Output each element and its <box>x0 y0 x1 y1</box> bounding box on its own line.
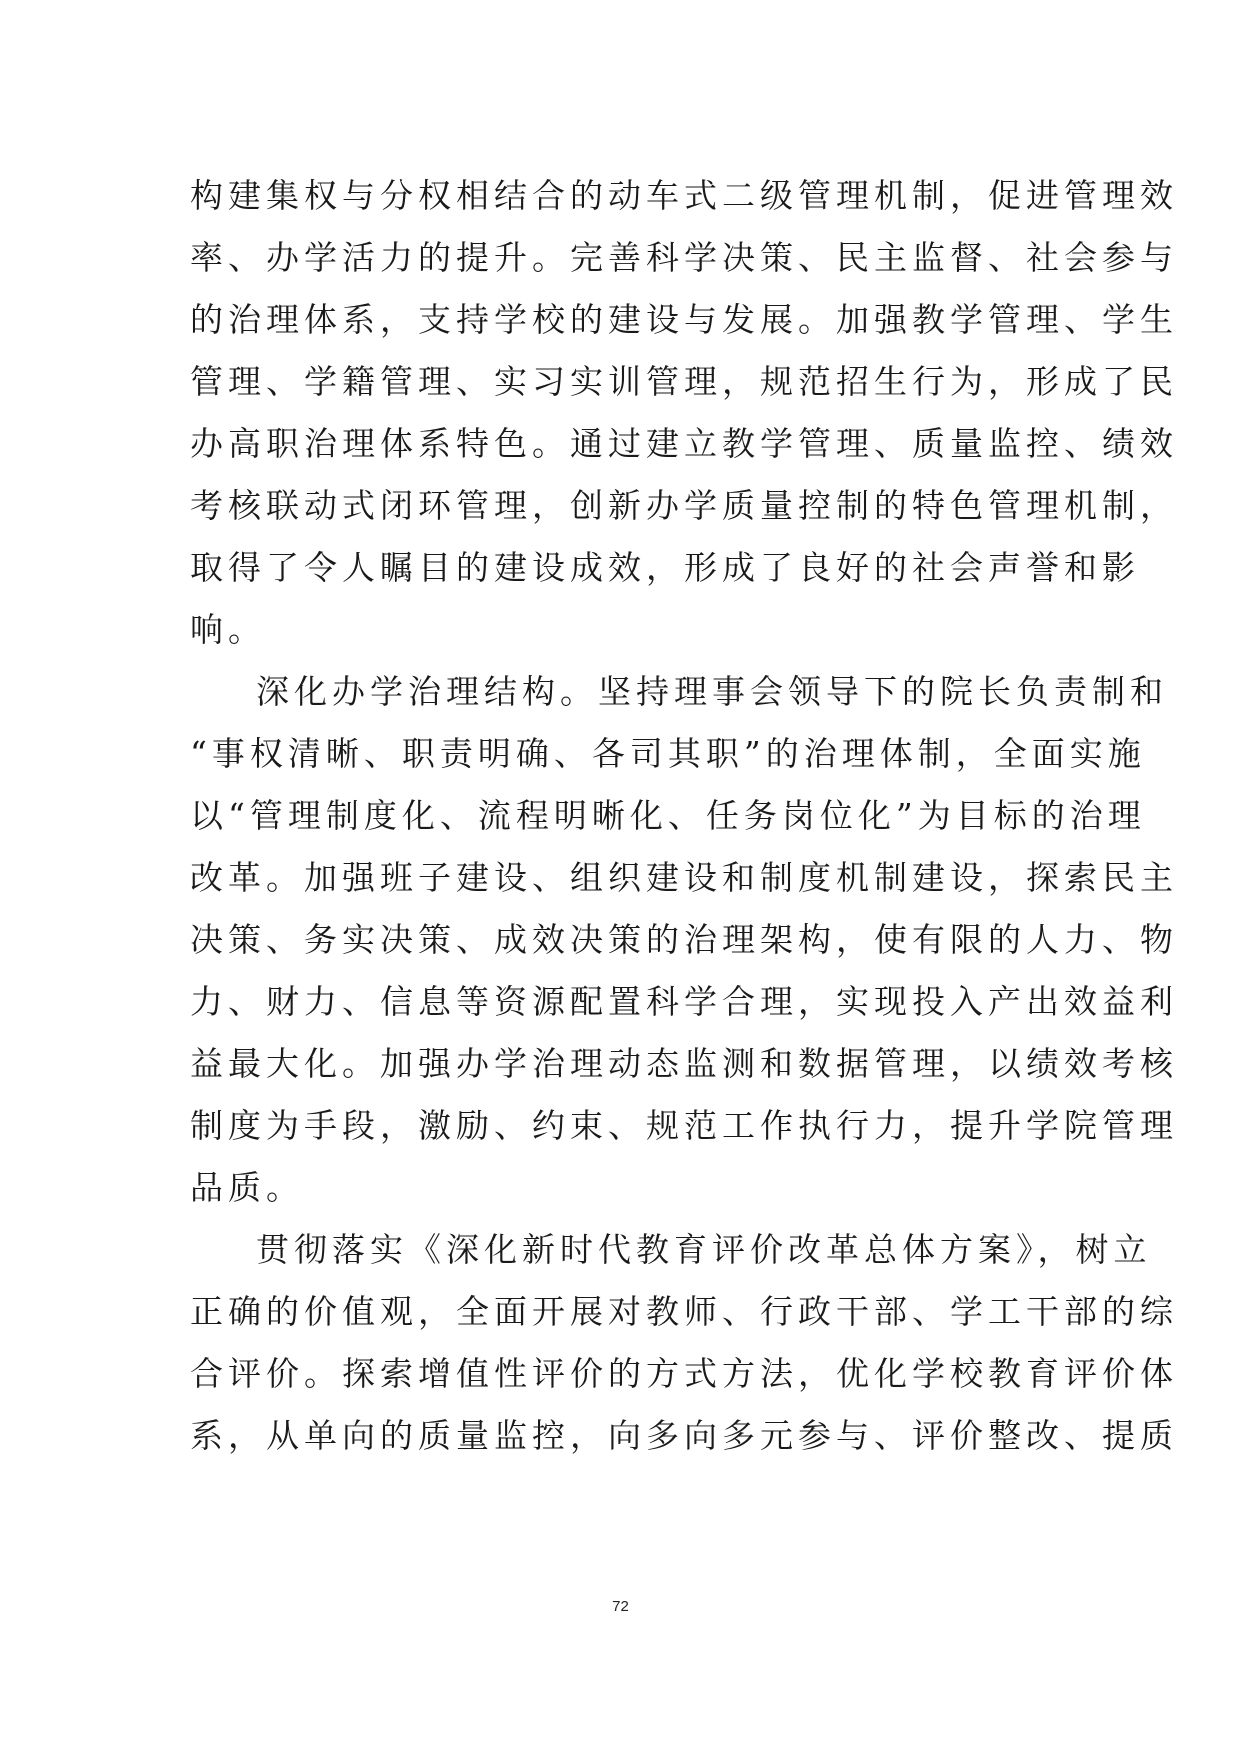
body-text <box>190 165 1178 1467</box>
text-line: 响。 <box>190 610 266 649</box>
text-line: 正确的价值观，全面开展对教师、行政干部、学工干部的综 <box>190 1292 1178 1331</box>
text-line: 取得了令人瞩目的建设成效，形成了良好的社会声誉和影 <box>190 548 1140 587</box>
page-number: 72 <box>612 1598 629 1615</box>
text-line: “事权清晰、职责明确、各司其职”的治理体制，全面实施 <box>190 734 1146 773</box>
text-line: 贯彻落实《深化新时代教育评价改革总体方案》，树立 <box>256 1230 1152 1269</box>
text-line: 益最大化。加强办学治理动态监测和数据管理，以绩效考核 <box>190 1044 1178 1083</box>
text-line: 力、财力、信息等资源配置科学合理，实现投入产出效益利 <box>190 982 1178 1021</box>
text-line: 系，从单向的质量监控，向多向多元参与、评价整改、提质 <box>190 1416 1178 1455</box>
text-line: 的治理体系，支持学校的建设与发展。加强教学管理、学生 <box>190 300 1178 339</box>
text-line: 品质。 <box>190 1168 304 1207</box>
text-line: 构建集权与分权相结合的动车式二级管理机制，促进管理效 <box>190 176 1178 215</box>
text-line: 考核联动式闭环管理，创新办学质量控制的特色管理机制， <box>190 486 1178 525</box>
text-line: 以“管理制度化、流程明晰化、任务岗位化”为目标的治理 <box>190 796 1146 835</box>
text-line: 制度为手段，激励、约束、规范工作执行力，提升学院管理 <box>190 1106 1178 1145</box>
text-line: 决策、务实决策、成效决策的治理架构，使有限的人力、物 <box>190 920 1178 959</box>
text-line: 管理、学籍管理、实习实训管理，规范招生行为，形成了民 <box>190 362 1178 401</box>
text-line: 办高职治理体系特色。通过建立教学管理、质量监控、绩效 <box>190 424 1178 463</box>
text-line: 率、办学活力的提升。完善科学决策、民主监督、社会参与 <box>190 238 1178 277</box>
text-line: 改革。加强班子建设、组织建设和制度机制建设，探索民主 <box>190 858 1178 897</box>
text-line: 合评价。探索增值性评价的方式方法，优化学校教育评价体 <box>190 1354 1178 1393</box>
text-line: 深化办学治理结构。坚持理事会领导下的院长负责制和 <box>256 672 1168 711</box>
